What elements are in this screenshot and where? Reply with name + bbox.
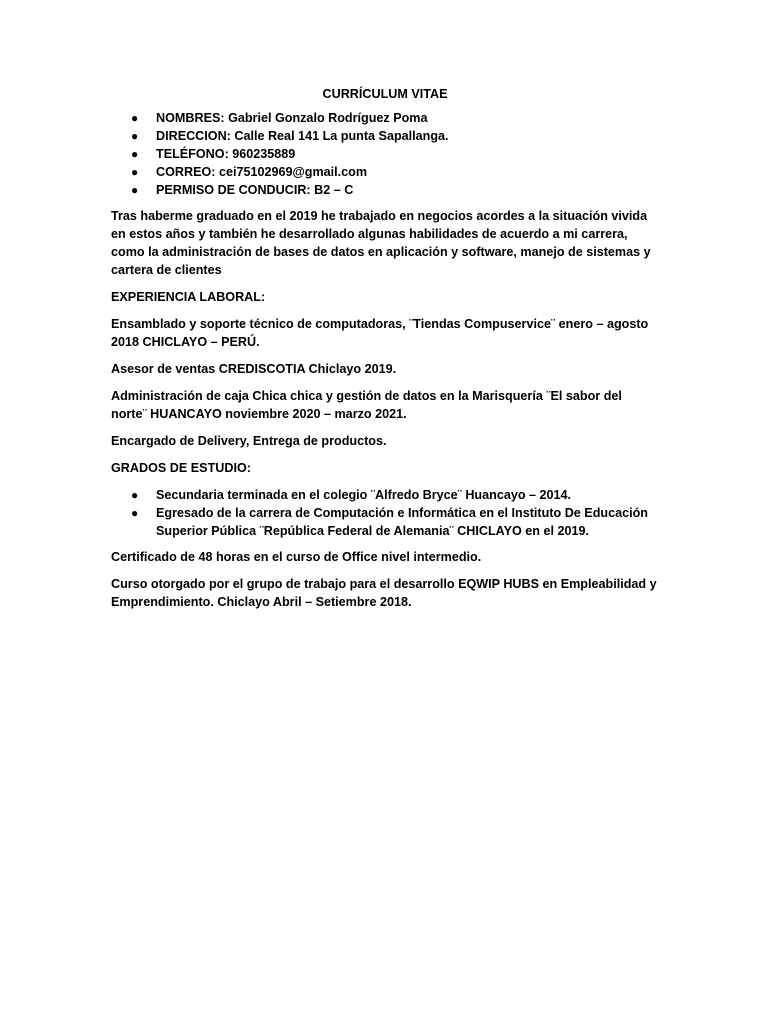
experience-heading: EXPERIENCIA LABORAL: xyxy=(111,290,266,304)
document-title: CURRÍCULUM VITAE xyxy=(322,87,448,101)
list-item-address: ● DIRECCION: Calle Real 141 La punta Sapallanga. xyxy=(131,129,449,143)
experience-item-4: Encargado de Delivery, Entrega de productos. xyxy=(111,434,387,448)
document-page xyxy=(111,85,659,620)
list-item-email: ● CORREO: cei75102969@gmail.com xyxy=(131,165,368,179)
experience-item-1: Ensamblado y soporte técnico de computadoras, ¨Tiendas Compuservice¨ enero – agosto 2018 CHICLAYO – PERÚ. xyxy=(111,317,649,349)
experience-item-3: Administración de caja Chica chica y gestión de datos en la Marisquería ¨El sabor del norte¨ HUANCAYO noviembre 2020 – marzo 2021. xyxy=(111,389,622,421)
list-item-names: ● NOMBRES: Gabriel Gonzalo Rodríguez Poma xyxy=(131,111,428,125)
list-item-secondary: ● Secundaria terminada en el colegio ¨Alfredo Bryce¨ Huancayo – 2014. xyxy=(131,488,572,502)
experience-item-2: Asesor de ventas CREDISCOTIA Chiclayo 2019. xyxy=(111,362,397,376)
bullet-icon: ● xyxy=(131,165,139,179)
list-item-degree: ● Egresado de la carrera de Computación e Informática en el Instituto De Educación Superior Pública ¨República Federal de Alemania¨ CHICLAYO en el 2019. xyxy=(131,506,648,538)
certificate-paragraph-1: Certificado de 48 horas en el curso de Office nivel intermedio. xyxy=(111,550,482,564)
bullet-icon: ● xyxy=(131,183,139,197)
list-item-phone: ● TELÉFONO: 960235889 xyxy=(131,147,296,161)
personal-info-list xyxy=(111,109,659,199)
certificate-paragraph-2: Curso otorgado por el grupo de trabajo para el desarrollo EQWIP HUBS en Empleabilidad y Emprendimiento. Chiclayo Abril – Setiembre 2018. xyxy=(111,577,657,609)
bullet-icon: ● xyxy=(131,506,139,520)
bullet-icon: ● xyxy=(131,129,139,143)
summary-paragraph: Tras haberme graduado en el 2019 he trabajado en negocios acordes a la situación vivida en estos años y también he desarrollado algunas habilidades de acuerdo a mi carrera, como la administración de bases de datos en aplicación y software, manejo de sistemas y cartera de clientes xyxy=(111,209,651,277)
bullet-icon: ● xyxy=(131,488,139,502)
education-list xyxy=(111,486,659,540)
bullet-icon: ● xyxy=(131,147,139,161)
list-item-license: ● PERMISO DE CONDUCIR: B2 – C xyxy=(131,183,354,197)
education-heading: GRADOS DE ESTUDIO: xyxy=(111,461,251,475)
bullet-icon: ● xyxy=(131,111,139,125)
